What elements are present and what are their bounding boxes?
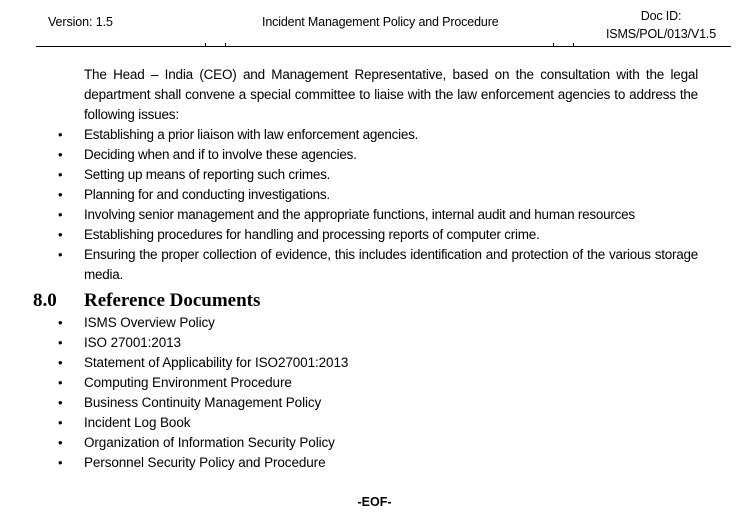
bullet-icon: • (58, 147, 63, 162)
bullet-icon: • (58, 187, 63, 202)
bullet-icon: • (58, 207, 63, 222)
section-number: 8.0 (33, 290, 57, 311)
end-of-file-marker: -EOF- (357, 495, 392, 509)
bullet-icon: • (58, 455, 63, 470)
reference-documents-list (0, 313, 749, 473)
reference-item (0, 373, 698, 393)
intro-paragraph: The Head – India (CEO) and Management Representative, based on the consultation with the legal department shall convene a special committee to liaise with the law enforcement agencies to address the following issues: (84, 67, 698, 122)
document-title: Incident Management Policy and Procedure (262, 15, 499, 29)
reference-item-text: Computing Environment Procedure (84, 375, 292, 390)
header-cell-border-tick (573, 43, 574, 46)
reference-item-text: Organization of Information Security Policy (84, 435, 335, 450)
reference-item (0, 433, 698, 453)
bullet-icon: • (58, 395, 63, 410)
issue-item (0, 225, 698, 245)
document-id (591, 7, 731, 43)
reference-item-text: Statement of Applicability for ISO27001:2013 (84, 355, 349, 370)
issue-item (0, 205, 698, 225)
bullet-icon: • (58, 335, 63, 350)
bullet-icon: • (58, 227, 63, 242)
issue-item (0, 245, 698, 285)
reference-item-text: ISMS Overview Policy (84, 315, 215, 330)
section-title: Reference Documents (84, 290, 261, 311)
issue-item-text: Setting up means of reporting such crimes. (84, 167, 331, 182)
header-cell-border-tick (205, 43, 206, 46)
header-cell-border-tick (225, 43, 226, 46)
issue-item-text: Establishing procedures for handling and processing reports of computer crime. (84, 227, 540, 242)
bullet-icon: • (58, 247, 63, 262)
reference-item (0, 333, 698, 353)
section-heading (0, 289, 749, 313)
issue-item (0, 185, 698, 205)
issue-item-text: Deciding when and if to involve these agencies. (84, 147, 357, 162)
document-id-value: ISMS/POL/013/V1.5 (605, 27, 716, 41)
bullet-icon: • (58, 435, 63, 450)
reference-item (0, 313, 698, 333)
reference-item (0, 393, 698, 413)
issue-item (0, 145, 698, 165)
bullet-icon: • (58, 375, 63, 390)
document-version: Version: 1.5 (48, 15, 113, 29)
bullet-icon: • (58, 127, 63, 142)
header-divider (36, 46, 731, 47)
bullet-icon: • (58, 167, 63, 182)
reference-item (0, 453, 698, 473)
bullet-icon: • (58, 355, 63, 370)
page-header (0, 0, 749, 48)
issue-item (0, 125, 698, 145)
reference-item (0, 353, 698, 373)
document-id-label: Doc ID: (640, 9, 682, 23)
issue-item-text: Establishing a prior liaison with law enforcement agencies. (84, 127, 419, 142)
reference-item-text: Business Continuity Management Policy (84, 395, 322, 410)
bullet-icon: • (58, 315, 63, 330)
reference-item-text: Personnel Security Policy and Procedure (84, 455, 326, 470)
issue-item-text: Planning for and conducting investigations. (84, 187, 330, 202)
issue-item (0, 165, 698, 185)
reference-item-text: Incident Log Book (84, 415, 191, 430)
reference-item-text: ISO 27001:2013 (84, 335, 181, 350)
issue-item-text: Involving senior management and the appropriate functions, internal audit and human resources (84, 207, 635, 222)
reference-item (0, 413, 698, 433)
bullet-icon: • (58, 415, 63, 430)
issues-list (0, 125, 749, 285)
header-cell-border-tick (553, 43, 554, 46)
document-body (0, 65, 749, 473)
issue-item-text: Ensuring the proper collection of evidence, this includes identification and protection of the various storage media. (84, 247, 698, 282)
